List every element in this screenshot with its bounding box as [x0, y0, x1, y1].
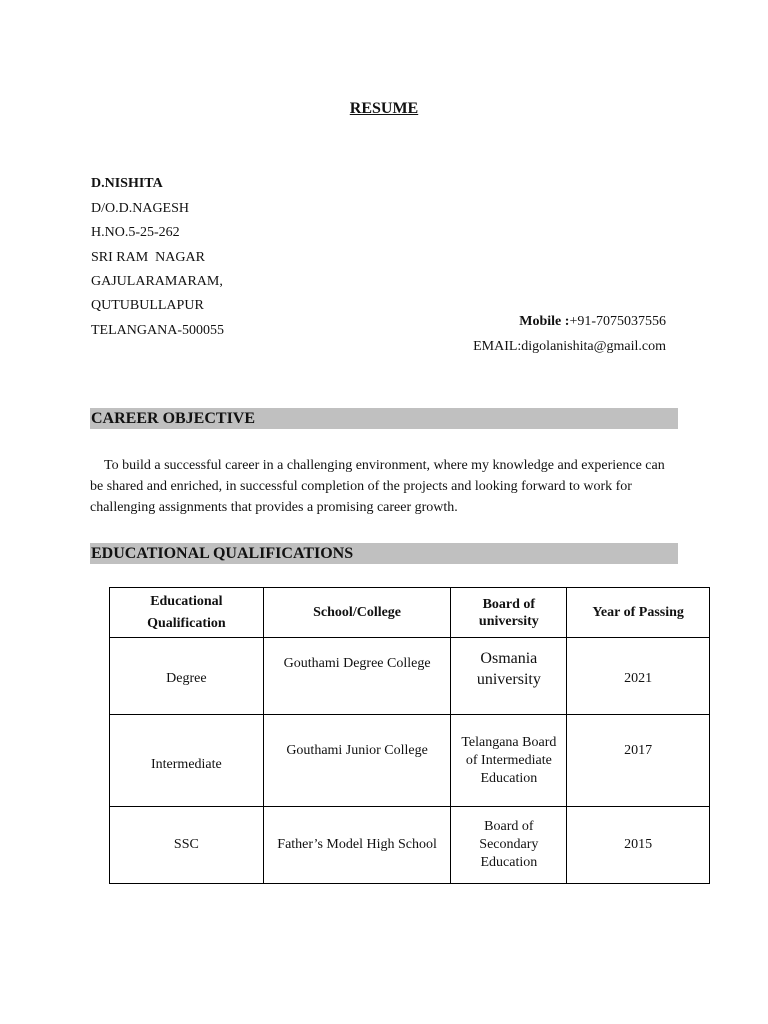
city-address: QUTUBULLAPUR [91, 298, 204, 313]
career-objective-body: To build a successful career in a challenging environment, where my knowledge and experience can be shared and enriched, in successful completion of the projects and looking forward to work for challenging assignments that provides a promising career growth. [90, 458, 665, 515]
career-objective-bar [90, 408, 678, 429]
candidate-name: D.NISHITA [91, 176, 163, 191]
resume-title: RESUME [349, 100, 419, 117]
mobile-label: Mobile : [519, 314, 570, 329]
cell-qualification: SSC [110, 807, 264, 884]
col-header-year: Year of Passing [567, 588, 710, 638]
career-objective-heading: CAREER OBJECTIVE [91, 410, 256, 427]
cell-year: 2017 [567, 715, 710, 807]
cell-qualification: Intermediate [110, 715, 264, 807]
email-line [466, 323, 666, 355]
mobile-value: +91-7075037556 [569, 314, 666, 329]
cell-year: 2021 [567, 638, 710, 715]
education-bar [90, 543, 678, 564]
cell-qualification: Degree [110, 638, 264, 715]
education-heading: EDUCATIONAL QUALIFICATIONS [91, 545, 354, 562]
email-label: EMAIL: [473, 339, 522, 354]
cell-board: Telangana Board of Intermediate Education [451, 715, 567, 807]
col-header-qualification: Educational Qualification [110, 588, 264, 638]
education-table [109, 587, 710, 884]
col-header-board: Board of university [451, 588, 567, 638]
cell-school: Gouthami Junior College [263, 715, 451, 807]
cell-year: 2015 [567, 807, 710, 884]
table-row [110, 807, 710, 884]
area-address: GAJULARAMARAM, [91, 274, 223, 289]
table-row [110, 715, 710, 807]
cell-school: Father’s Model High School [263, 807, 451, 884]
state-address: TELANGANA-500055 [91, 323, 224, 338]
col-header-school: School/College [263, 588, 451, 638]
cell-school: Gouthami Degree College [263, 638, 451, 715]
house-number: H.NO.5-25-262 [91, 225, 180, 240]
email-value: digolanishita@gmail.com [521, 339, 666, 354]
cell-board: Osmania university [451, 638, 567, 715]
street-address: SRI RAM NAGAR [91, 250, 205, 265]
table-header-row [110, 588, 710, 638]
table-row [110, 638, 710, 715]
parent-name: D/O.D.NAGESH [91, 201, 189, 216]
cell-board: Board of Secondary Education [451, 807, 567, 884]
career-objective-text [90, 455, 680, 518]
